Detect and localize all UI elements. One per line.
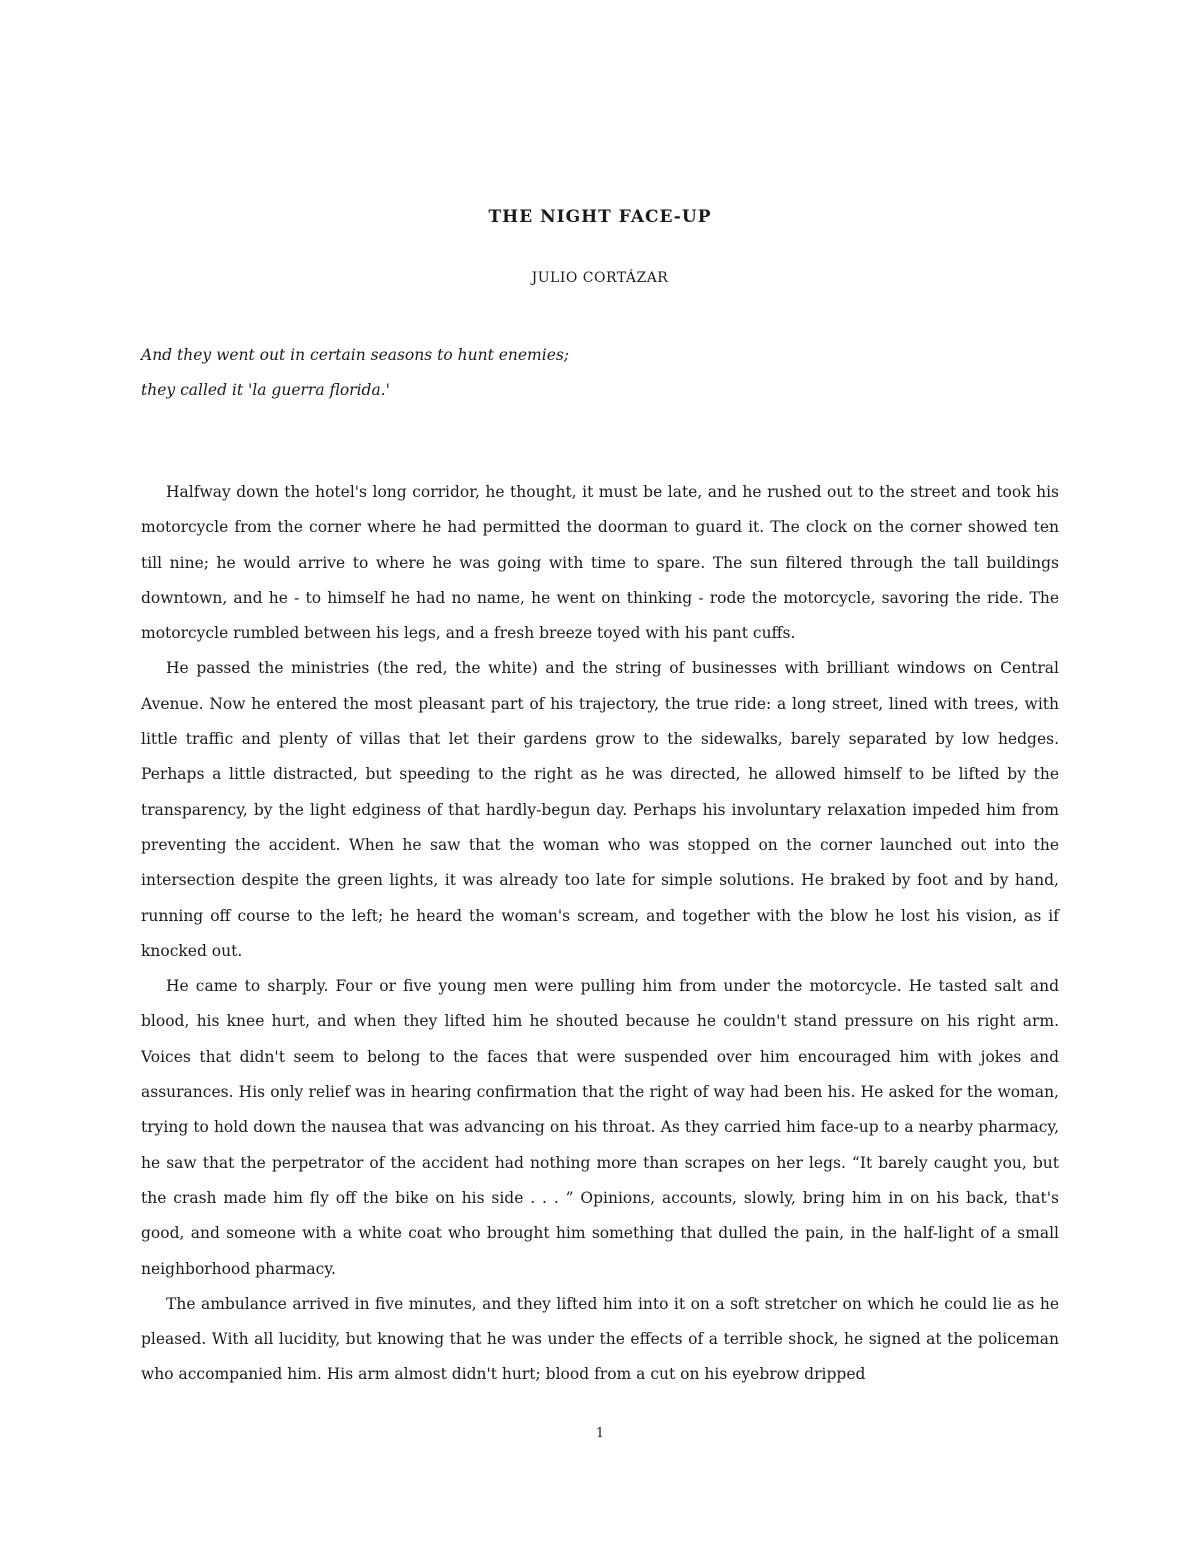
story-title: THE NIGHT FACE-UP xyxy=(488,207,712,227)
page-number: 1 xyxy=(595,1426,605,1441)
author-name: JULIO CORTÁZAR xyxy=(531,270,669,286)
story-body xyxy=(141,475,1059,1393)
paragraph: Halfway down the hotel's long corridor, he thought, it must be late, and he rushed out to the street and took his motorcycle from the corner where he had permitted the doorman to guard it. The clock on the corner showed ten till nine; he would arrive to where he was going with time to spare. The sun filtered through the tall buildings downtown, and he - to himself he had no name, he went on thinking - rode the motorcycle, savoring the ride. The motorcycle rumbled between his legs, and a fresh breeze toyed with his pant cuffs. xyxy=(141,483,1059,643)
epigraph-line: And they went out in certain seasons to hunt enemies; xyxy=(141,346,570,364)
epigraph xyxy=(141,338,1041,408)
paragraph: The ambulance arrived in five minutes, and they lifted him into it on a soft stretcher on which he could lie as he pleased. With all lucidity, but knowing that he was under the effects of a terrible shock, he signed at the policeman who accompanied him. His arm almost didn't hurt; blood from a cut on his eyebrow dripped xyxy=(141,1294,1059,1384)
epigraph-line: they called it 'la guerra florida.' xyxy=(141,381,390,399)
paragraph: He came to sharply. Four or five young men were pulling him from under the motorcycle. He tasted salt and blood, his knee hurt, and when they lifted him he shouted because he couldn't stand pressure on his right arm. Voices that didn't seem to belong to the faces that were suspended over him encouraged him with jokes and assurances. His only relief was in hearing confirmation that the right of way had been his. He asked for the woman, trying to hold down the nausea that was advancing on his throat. As they carried him face-up to a nearby pharmacy, he saw that the perpetrator of the accident had nothing more than scrapes on her legs. “It barely caught you, but the crash made him fly off the bike on his side . . . ” Opinions, accounts, slowly, bring him in on his back, that's good, and someone with a white coat who brought him something that dulled the pain, in the half-light of a small neighborhood pharmacy. xyxy=(141,977,1059,1278)
paragraph: He passed the ministries (the red, the white) and the string of businesses with brilliant windows on Central Avenue. Now he entered the most pleasant part of his trajectory, the true ride: a long street, lined with trees, with little traffic and plenty of villas that let their gardens grow to the sidewalks, barely separated by low hedges. Perhaps a little distracted, but speeding to the right as he was directed, he allowed himself to be lifted by the transparency, by the light edginess of that hardly-begun day. Perhaps his involuntary relaxation impeded him from preventing the accident. When he saw that the woman who was stopped on the corner launched out into the intersection despite the green lights, it was already too late for simple solutions. He braked by foot and by hand, running off course to the left; he heard the woman's scream, and together with the blow he lost his vision, as if knocked out. xyxy=(141,659,1059,960)
